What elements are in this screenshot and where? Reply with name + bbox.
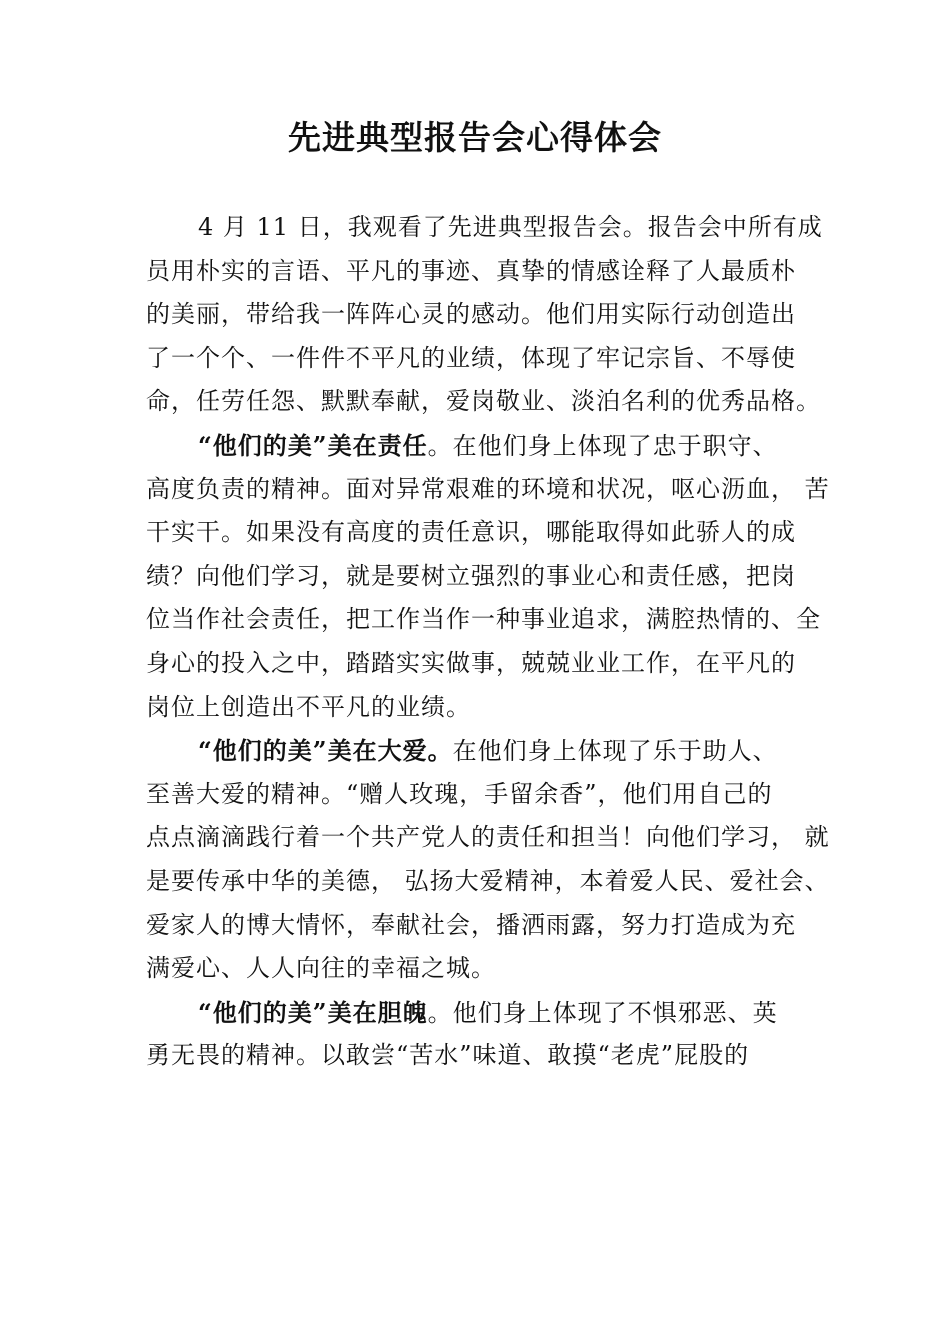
- paragraph-2-line-6: 身心的投入之中，踏踏实实做事，兢兢业业工作，在平凡的: [146, 648, 796, 677]
- paragraph-3-lead: “他们的美”美在大爱。: [198, 736, 453, 766]
- paragraph-1-line-5: 命，任劳任怨、默默奉献，爱岗敬业、淡泊名利的优秀品格。: [146, 387, 821, 416]
- paragraph-1-line-2: 员用朴实的言语、平凡的事迹、真挚的情感诠释了人最质朴: [146, 256, 796, 285]
- paragraph-2-line-7: 岗位上创造出不平凡的业绩。: [146, 692, 471, 721]
- paragraph-2-line-2: 高度负责的精神。面对异常艰难的环境和状况，呕心沥血， 苦: [146, 474, 830, 503]
- document-body: [146, 206, 830, 1078]
- paragraph-3-line-5: 爱家人的博大情怀，奉献社会，播洒雨露，努力打造成为充: [146, 910, 796, 939]
- paragraph-2-first-rest: 。在他们身上体现了忠于职守、: [427, 431, 778, 460]
- paragraph-1-line-4: 了一个个、一件件不平凡的业绩，体现了牢记宗旨、不辱使: [146, 343, 796, 372]
- document-title: 先进典型报告会心得体会: [288, 118, 662, 157]
- paragraph-2-lead: “他们的美”美在责任: [198, 430, 428, 460]
- paragraph-3-first-rest: 在他们身上体现了乐于助人、: [452, 737, 778, 766]
- paragraph-2-line-4: 绩？向他们学习，就是要树立强烈的事业心和责任感，把岗: [146, 561, 796, 590]
- paragraph-3-line-4: 是要传承中华的美德， 弘扬大爱精神，本着爱人民、爱社会、: [146, 866, 830, 895]
- paragraph-1-line-3: 的美丽，带给我一阵阵心灵的感动。他们用实际行动创造出: [146, 300, 796, 329]
- paragraph-4-lead: “他们的美”美在胆魄: [198, 997, 428, 1027]
- paragraph-4-line-2: 勇无畏的精神。以敢尝“苦水”味道、敢摸“老虎”屁股的: [146, 1041, 750, 1070]
- paragraph-1-line-1: 4 月 11 日，我观看了先进典型报告会。报告会中所有成: [198, 213, 823, 241]
- paragraph-3-line-6: 满爱心、人人向往的幸福之城。: [146, 954, 496, 983]
- paragraph-3-line-1: [146, 729, 816, 773]
- paragraph-3-line-2: 至善大爱的精神。“赠人玫瑰，手留余香”，他们用自己的: [146, 779, 773, 808]
- paragraph-3-line-3: 点点滴滴践行着一个共产党人的责任和担当！向他们学习， 就: [146, 823, 830, 852]
- paragraph-4-first-rest: 。他们身上体现了不惧邪恶、英: [427, 998, 778, 1027]
- paragraph-2-line-5: 位当作社会责任，把工作当作一种事业追求，满腔热情的、全: [146, 605, 821, 634]
- paragraph-2-line-1: [146, 424, 816, 468]
- paragraph-2-line-3: 干实干。如果没有高度的责任意识，哪能取得如此骄人的成: [146, 518, 796, 547]
- paragraph-4-line-1: [146, 991, 816, 1035]
